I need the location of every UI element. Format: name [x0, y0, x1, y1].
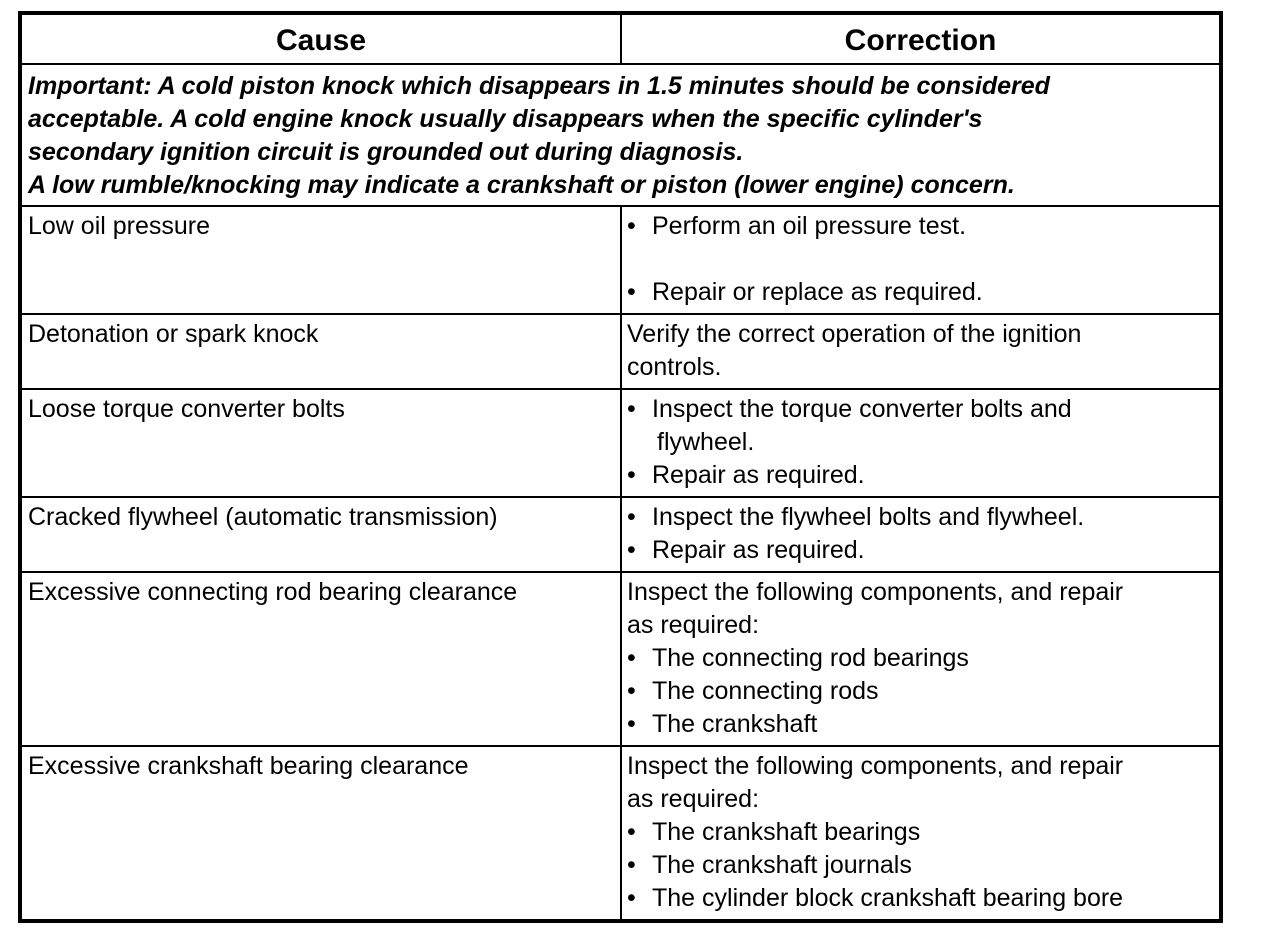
correction-text: as required: — [627, 611, 760, 639]
note-line: acceptable. A cold engine knock usually disappears when the specific cylinder's — [28, 105, 983, 133]
cause-text: Low oil pressure — [28, 212, 211, 240]
correction-cell — [621, 389, 1221, 497]
cause-cell — [20, 572, 621, 746]
table-row — [20, 497, 1221, 572]
bullet-text: Repair or replace as required. — [652, 278, 983, 306]
bullet-icon: • — [627, 395, 636, 423]
bullet-icon: • — [627, 851, 636, 879]
correction-cell — [621, 746, 1221, 921]
bullet-text: Repair as required. — [652, 461, 865, 489]
bullet-icon: • — [627, 644, 636, 672]
bullet-text: Inspect the torque converter bolts and — [652, 395, 1072, 423]
cause-text: Cracked flywheel (automatic transmission) — [28, 503, 498, 531]
table-row — [20, 746, 1221, 921]
bullet-item — [627, 675, 1213, 708]
header-row — [20, 13, 1221, 64]
bullet-item — [627, 210, 1213, 243]
note-line: A low rumble/knocking may indicate a crankshaft or piston (lower engine) concern. — [28, 171, 1015, 199]
table-row — [20, 206, 1221, 314]
correction-text: Verify the correct operation of the ignition — [627, 320, 1082, 348]
cause-text: Excessive connecting rod bearing clearance — [28, 578, 518, 606]
bullet-item — [627, 849, 1213, 882]
cause-cell — [20, 389, 621, 497]
bullet-item — [627, 459, 1213, 492]
important-note — [20, 64, 1221, 206]
bullet-icon: • — [627, 212, 636, 240]
bullet-text: The cylinder block crankshaft bearing bore — [652, 884, 1124, 912]
bullet-icon: • — [627, 536, 636, 564]
blank-line — [627, 243, 1213, 276]
bullet-item — [627, 393, 1213, 426]
bullet-icon: • — [627, 677, 636, 705]
bullet-item — [627, 534, 1213, 567]
bullet-icon: • — [627, 503, 636, 531]
correction-text: Inspect the following components, and repair — [627, 752, 1124, 780]
cause-text: Loose torque converter bolts — [28, 395, 345, 423]
cause-text: Excessive crankshaft bearing clearance — [28, 752, 469, 780]
table-row — [20, 314, 1221, 389]
cause-cell — [20, 206, 621, 314]
bullet-icon: • — [627, 710, 636, 738]
diagnosis-table — [18, 11, 1223, 923]
cause-header: Cause — [20, 13, 621, 64]
bullet-text: The crankshaft — [652, 710, 818, 738]
table-row — [20, 572, 1221, 746]
bullet-item — [627, 816, 1213, 849]
bullet-continuation: flywheel. — [657, 428, 755, 456]
correction-text: Inspect the following components, and repair — [627, 578, 1124, 606]
correction-cell — [621, 314, 1221, 389]
correction-header: Correction — [621, 13, 1221, 64]
bullet-text: The crankshaft bearings — [652, 818, 921, 846]
bullet-text: The connecting rod bearings — [652, 644, 969, 672]
note-line: Important: A cold piston knock which disappears in 1.5 minutes should be considered — [28, 72, 1050, 100]
correction-text: controls. — [627, 353, 722, 381]
bullet-text: Inspect the flywheel bolts and flywheel. — [652, 503, 1085, 531]
bullet-item — [627, 276, 1213, 309]
bullet-item — [627, 708, 1213, 741]
bullet-item — [627, 642, 1213, 675]
correction-text: as required: — [627, 785, 760, 813]
cause-cell — [20, 497, 621, 572]
bullet-text: The crankshaft journals — [652, 851, 912, 879]
correction-cell — [621, 572, 1221, 746]
bullet-text: The connecting rods — [652, 677, 879, 705]
bullet-text: Perform an oil pressure test. — [652, 212, 967, 240]
correction-cell — [621, 497, 1221, 572]
correction-cell — [621, 206, 1221, 314]
bullet-icon: • — [627, 461, 636, 489]
bullet-item — [627, 501, 1213, 534]
bullet-icon: • — [627, 818, 636, 846]
bullet-text: Repair as required. — [652, 536, 865, 564]
bullet-item — [627, 882, 1213, 915]
bullet-icon: • — [627, 278, 636, 306]
cause-cell — [20, 314, 621, 389]
cause-cell — [20, 746, 621, 921]
bullet-icon: • — [627, 884, 636, 912]
important-note-row — [20, 64, 1221, 206]
table-row — [20, 389, 1221, 497]
cause-text: Detonation or spark knock — [28, 320, 319, 348]
note-line: secondary ignition circuit is grounded out during diagnosis. — [28, 138, 744, 166]
